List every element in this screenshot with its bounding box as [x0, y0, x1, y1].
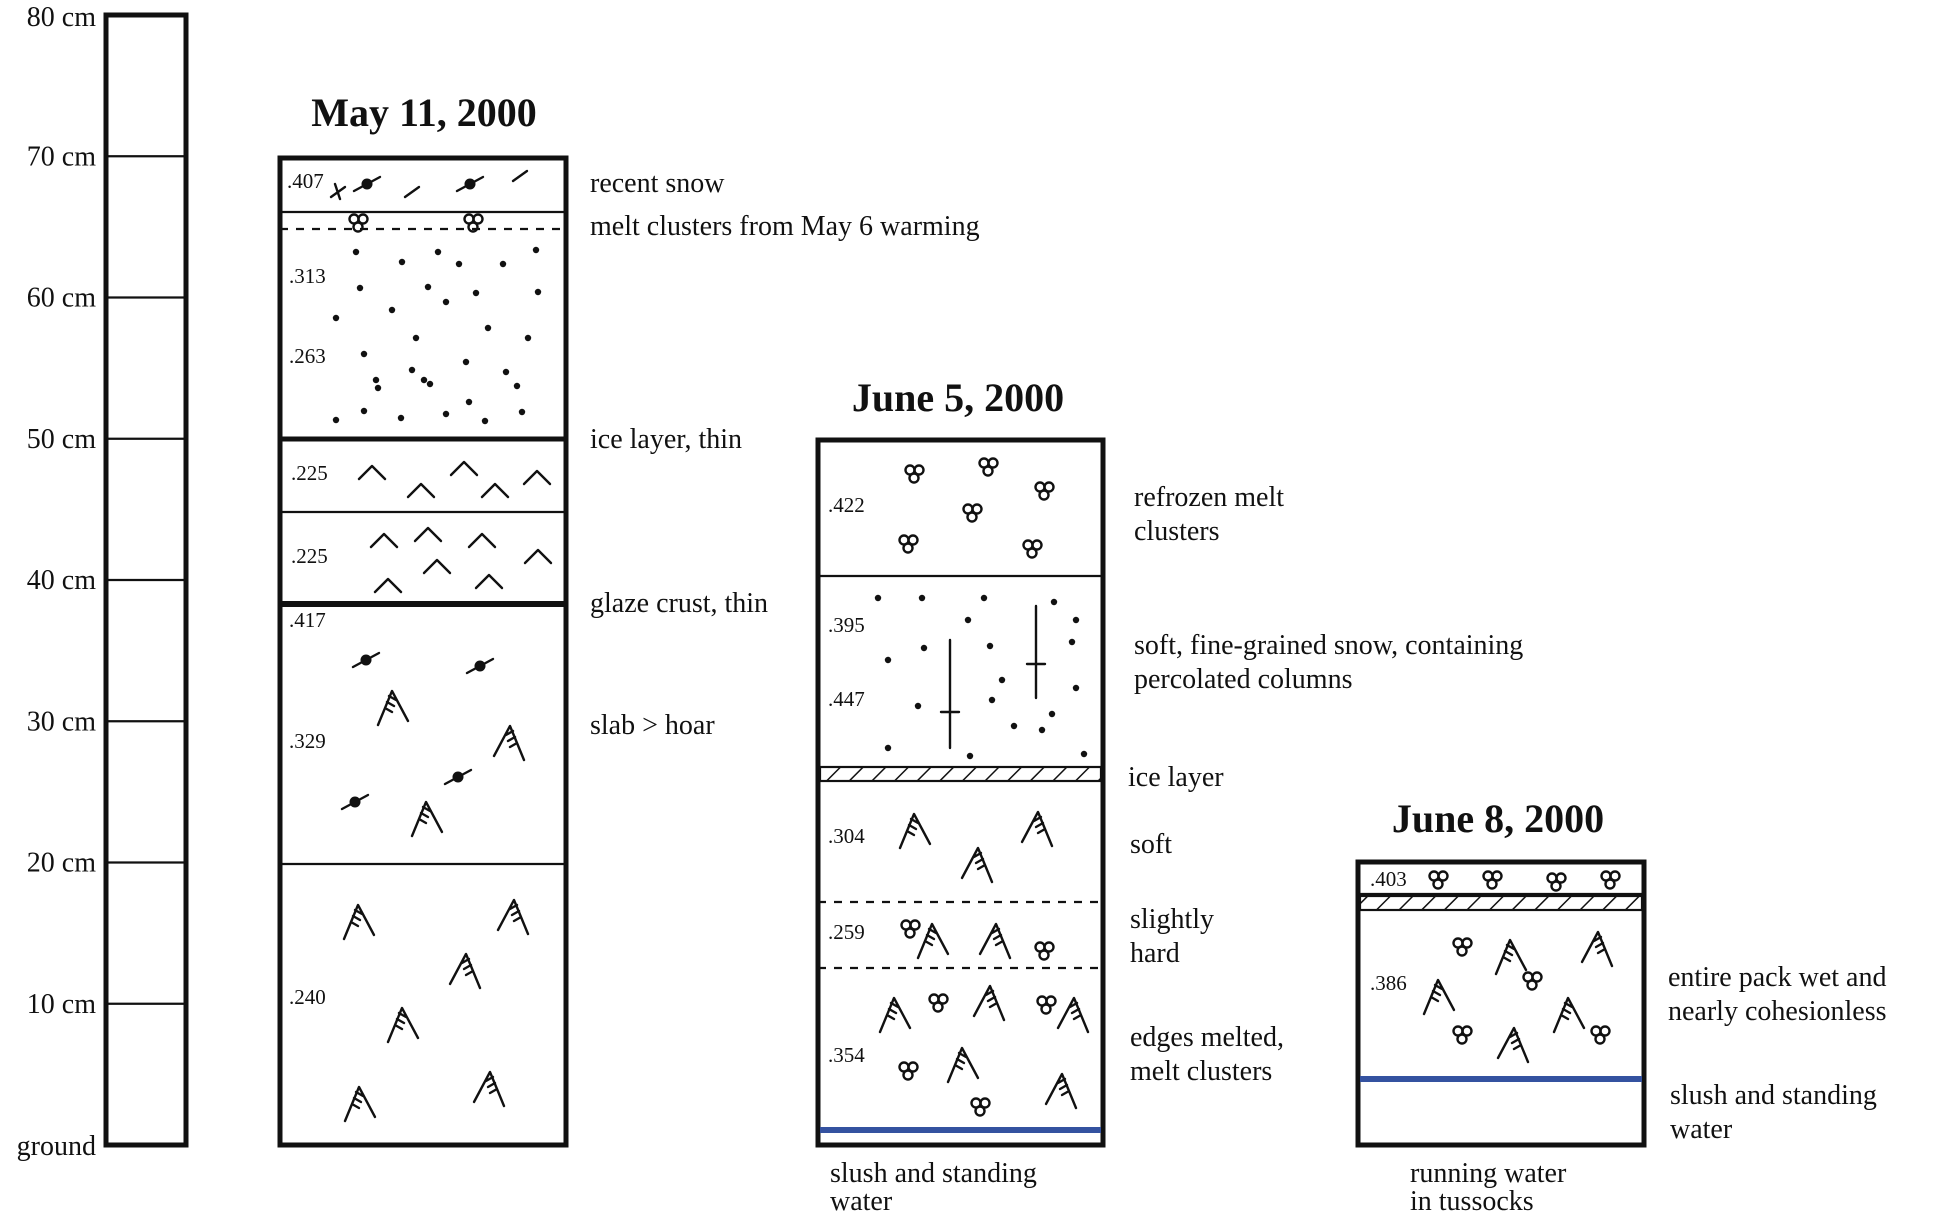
annotation: melt clusters from May 6 warming — [590, 211, 980, 242]
ice-layer-hatch — [820, 767, 1101, 781]
scale-tick-label: 20 cm — [26, 847, 96, 879]
density-label: .403 — [1370, 867, 1407, 891]
annotation: slush and standing — [830, 1158, 1037, 1189]
density-label: .447 — [828, 687, 865, 711]
density-label: .354 — [828, 1043, 865, 1067]
annotation: percolated columns — [1134, 664, 1353, 695]
annotation: glaze crust, thin — [590, 588, 769, 619]
scale-tick-label: 60 cm — [26, 282, 96, 314]
density-label: .407 — [287, 169, 324, 193]
density-label: .395 — [828, 613, 865, 637]
density-label: .259 — [828, 920, 865, 944]
profile-title: June 8, 2000 — [1391, 796, 1605, 841]
annotation: hard — [1130, 938, 1180, 969]
density-label: .304 — [828, 824, 865, 848]
profile-column — [818, 440, 1103, 1145]
annotation: water — [1670, 1114, 1733, 1145]
profile-title: May 11, 2000 — [311, 90, 537, 135]
profile-june-5 — [818, 375, 1523, 1214]
annotation: water — [830, 1186, 893, 1214]
scale-tick-label: 10 cm — [26, 988, 96, 1020]
scale-tick-label: 50 cm — [26, 423, 96, 455]
annotation: soft — [1130, 829, 1172, 860]
profile-title: June 5, 2000 — [851, 375, 1065, 420]
ice-layer-hatch — [1360, 896, 1642, 910]
annotation: melt clusters — [1130, 1056, 1273, 1087]
scale-tick-label: 80 cm — [26, 2, 96, 33]
density-label: .386 — [1370, 971, 1407, 995]
scale-ticks — [17, 2, 186, 1162]
annotation: soft, fine-grained snow, containing — [1134, 630, 1524, 661]
profile-may-11 — [280, 90, 980, 1145]
annotation: slightly — [1130, 904, 1215, 935]
annotation: entire pack wet and — [1668, 962, 1887, 993]
density-label: .422 — [828, 493, 865, 517]
annotation: nearly cohesionless — [1668, 996, 1887, 1027]
scale-tick-label: 40 cm — [26, 565, 96, 596]
scale-tick-label: ground — [16, 1131, 96, 1162]
annotation: clusters — [1134, 516, 1220, 547]
density-label: .329 — [289, 729, 326, 753]
annotation: edges melted, — [1130, 1022, 1284, 1053]
profile-june-8 — [1358, 796, 1887, 1214]
scale-tick-label: 70 cm — [26, 141, 96, 173]
density-label: .313 — [289, 264, 326, 288]
height-scale — [17, 2, 186, 1162]
annotation: ice layer, thin — [590, 424, 743, 455]
annotation: slab > hoar — [590, 710, 715, 741]
annotation: in tussocks — [1410, 1186, 1534, 1214]
annotation: ice layer — [1128, 762, 1224, 793]
density-label: .225 — [291, 461, 328, 485]
scale-tick-label: 30 cm — [26, 706, 96, 738]
annotation: slush and standing — [1670, 1080, 1877, 1111]
annotation: running water — [1410, 1158, 1567, 1189]
density-label: .225 — [291, 544, 328, 568]
density-label: .263 — [289, 344, 326, 368]
density-label: .417 — [289, 608, 326, 632]
grain-symbols — [875, 459, 1088, 1116]
density-label: .240 — [289, 985, 326, 1009]
grain-symbols — [331, 171, 551, 1121]
annotation: refrozen melt — [1134, 482, 1285, 513]
annotation: recent snow — [590, 168, 725, 199]
